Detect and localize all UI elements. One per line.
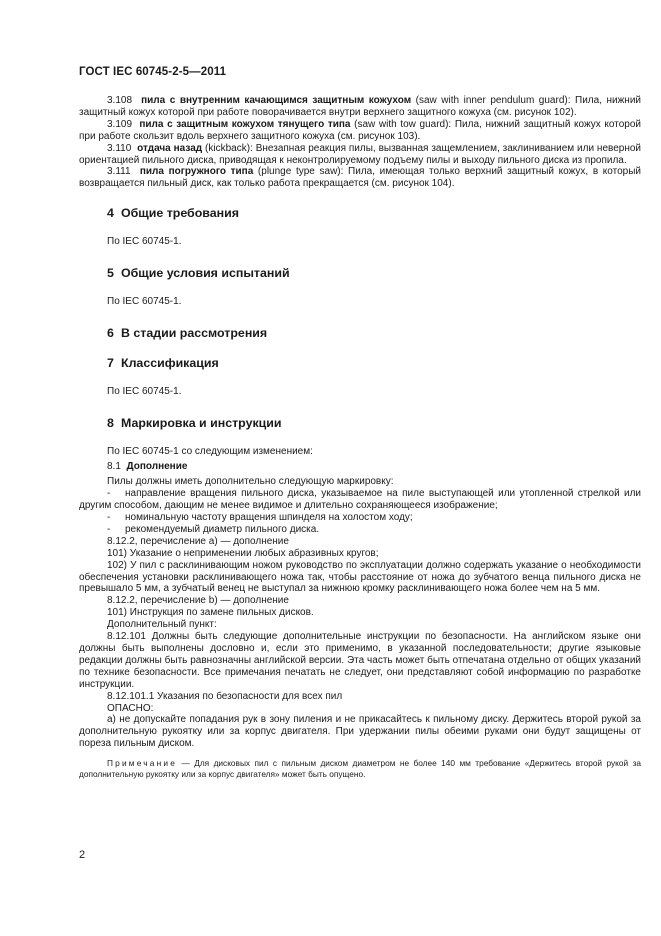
definition-number: 3.108 (107, 95, 133, 106)
definition-3-111 (79, 166, 641, 190)
section-title: В стадии рассмотрения (121, 325, 268, 340)
definition-term: отдача назад (137, 142, 203, 154)
section-title: Классификация (121, 355, 219, 370)
section-title: Маркировка и инструкции (121, 415, 282, 430)
section-5-heading (79, 268, 641, 280)
section-number: 6 (107, 325, 114, 340)
paragraph: Пилы должны иметь дополнительно следующую маркировку: (107, 476, 394, 488)
note-label: Примечание (107, 758, 178, 769)
subsection-title: Дополнение (126, 461, 188, 473)
definition-3-109 (79, 119, 641, 143)
warning-label: ОПАСНО: (107, 702, 154, 714)
section-number: 8 (107, 415, 114, 430)
definition-3-110 (79, 143, 641, 167)
definition-term: пила с защитным кожухом тянущего типа (139, 118, 351, 130)
dash-bullet: - (107, 488, 111, 500)
section-title: Общие требования (121, 206, 239, 221)
section-7-body: По IEC 60745-1. (107, 385, 182, 397)
definition-number: 3.110 (107, 142, 132, 154)
paragraph: 101) Инструкция по замене пильных дисков. (107, 607, 314, 619)
dash-bullet: - (107, 512, 111, 524)
paragraph: 8.12.101.1 Указания по безопасности для всех пил (107, 690, 343, 702)
definition-text: (plunge type saw): Пила, имеющая только верхний защитный кожух, в который возвращается пильный диск, как только работа прекращается (см. рисунок 104). (79, 166, 641, 190)
subsection-8-1-heading (79, 461, 641, 473)
section-title: Общие условия испытаний (121, 266, 290, 281)
standard-header: ГОСТ IEC 60745-2-5—2011 (79, 66, 227, 78)
section-5-body: По IEC 60745-1. (107, 295, 182, 307)
section-8-intro: По IEC 60745-1 со следующим изменением: (107, 445, 313, 457)
definition-term: пила погружного типа (139, 166, 254, 178)
list-item-text: направление вращения пильного диска, указываемое на пиле выступающей или утопленной стрелкой или другим способом, дающим не менее видимое и длительно сохраняющееся изображение; (79, 488, 641, 512)
list-item (79, 512, 641, 524)
section-number: 7 (107, 355, 114, 370)
paragraph: 101) Указание о неприменении любых абразивных кругов; (107, 547, 379, 559)
definition-text: (saw with tow guard): Пила, нижний защитный кожух которой при работе скользит вдоль верхнего защитного кожуха (см. рисунок 103). (79, 118, 641, 142)
paragraph: Дополнительный пункт: (107, 619, 217, 631)
paragraph: 8.12.2, перечисление b) — дополнение (107, 595, 289, 607)
paragraph: 8.12.2, перечисление а) — дополнение (107, 535, 289, 547)
list-item-text: рекомендуемый диаметр пильного диска. (125, 523, 320, 535)
section-8-heading (79, 415, 641, 430)
section-4-heading (79, 208, 641, 220)
paragraph: а) не допускайте попадания рук в зону пиления и не прикасайтесь к пильному диску. Держитесь второй рукой за дополнительную рукоятку или за корпус двигателя. При удержании пилы обеими руками они будут защищены от пореза пильным диском. (79, 714, 641, 750)
note (79, 758, 641, 780)
note-text: — Для дисковых пил с пильным диском диаметром не более 140 мм требование «Держитесь второй рукой за дополнительную рукоятку или за корпус двигателя» может быть опущено. (79, 758, 641, 780)
section-number: 5 (107, 266, 114, 281)
list-item (79, 524, 641, 536)
definition-text: (saw with inner pendulum guard): Пила, нижний защитный кожух которой при работе поворачивается внутри верхнего защитного кожуха (см. рисунок 102). (79, 95, 641, 118)
section-6-heading (79, 325, 641, 340)
page-content (79, 95, 641, 788)
list-item (79, 488, 641, 512)
definition-text: (kickback): Внезапная реакция пилы, вызванная защемлением, заклиниванием или неверной ориентацией пильного диска, приводящая к неконтролируемому подъему пилы и выходу пильного диска из пропила. (79, 142, 642, 166)
section-7-heading (79, 355, 641, 370)
list-item-text: номинальную частоту вращения шпинделя на холостом ходу; (125, 512, 413, 524)
definition-term: пила с внутренним качающимся защитным кожухом (141, 95, 412, 106)
paragraph: 8.12.101 Должны быть следующие дополнительные инструкции по безопасности. На английском языке они должны быть выполнены дословно и, если это применимо, в указанной последовательности; другие языковые редакции должны быть равнозначны английской версии. Эта часть может быть отпечатана отдельно от общих указаний по технике безопасности. Все примечания печатать не следует, они представляют собой информацию по разработке инструкции. (79, 631, 641, 690)
section-4-body: По IEC 60745-1. (107, 236, 182, 248)
definition-3-108 (79, 95, 641, 119)
dash-bullet: - (107, 523, 111, 535)
page-number: 2 (79, 849, 86, 861)
subsection-number: 8.1 (107, 461, 121, 473)
paragraph: 102) У пил с расклинивающим ножом руководство по эксплуатации должно содержать указание о необходимости обеспечения установки расклинивающего ножа так, чтобы расстояние от ножа до зубчатого венца пильного диска не превышало 5 мм, а зубчатый венец не выступал за нижнюю кромку расклинивающего ножа более чем на 5 мм. (79, 559, 641, 595)
definition-number: 3.111 (107, 166, 131, 178)
section-number: 4 (107, 206, 114, 221)
definition-number: 3.109 (107, 118, 133, 130)
